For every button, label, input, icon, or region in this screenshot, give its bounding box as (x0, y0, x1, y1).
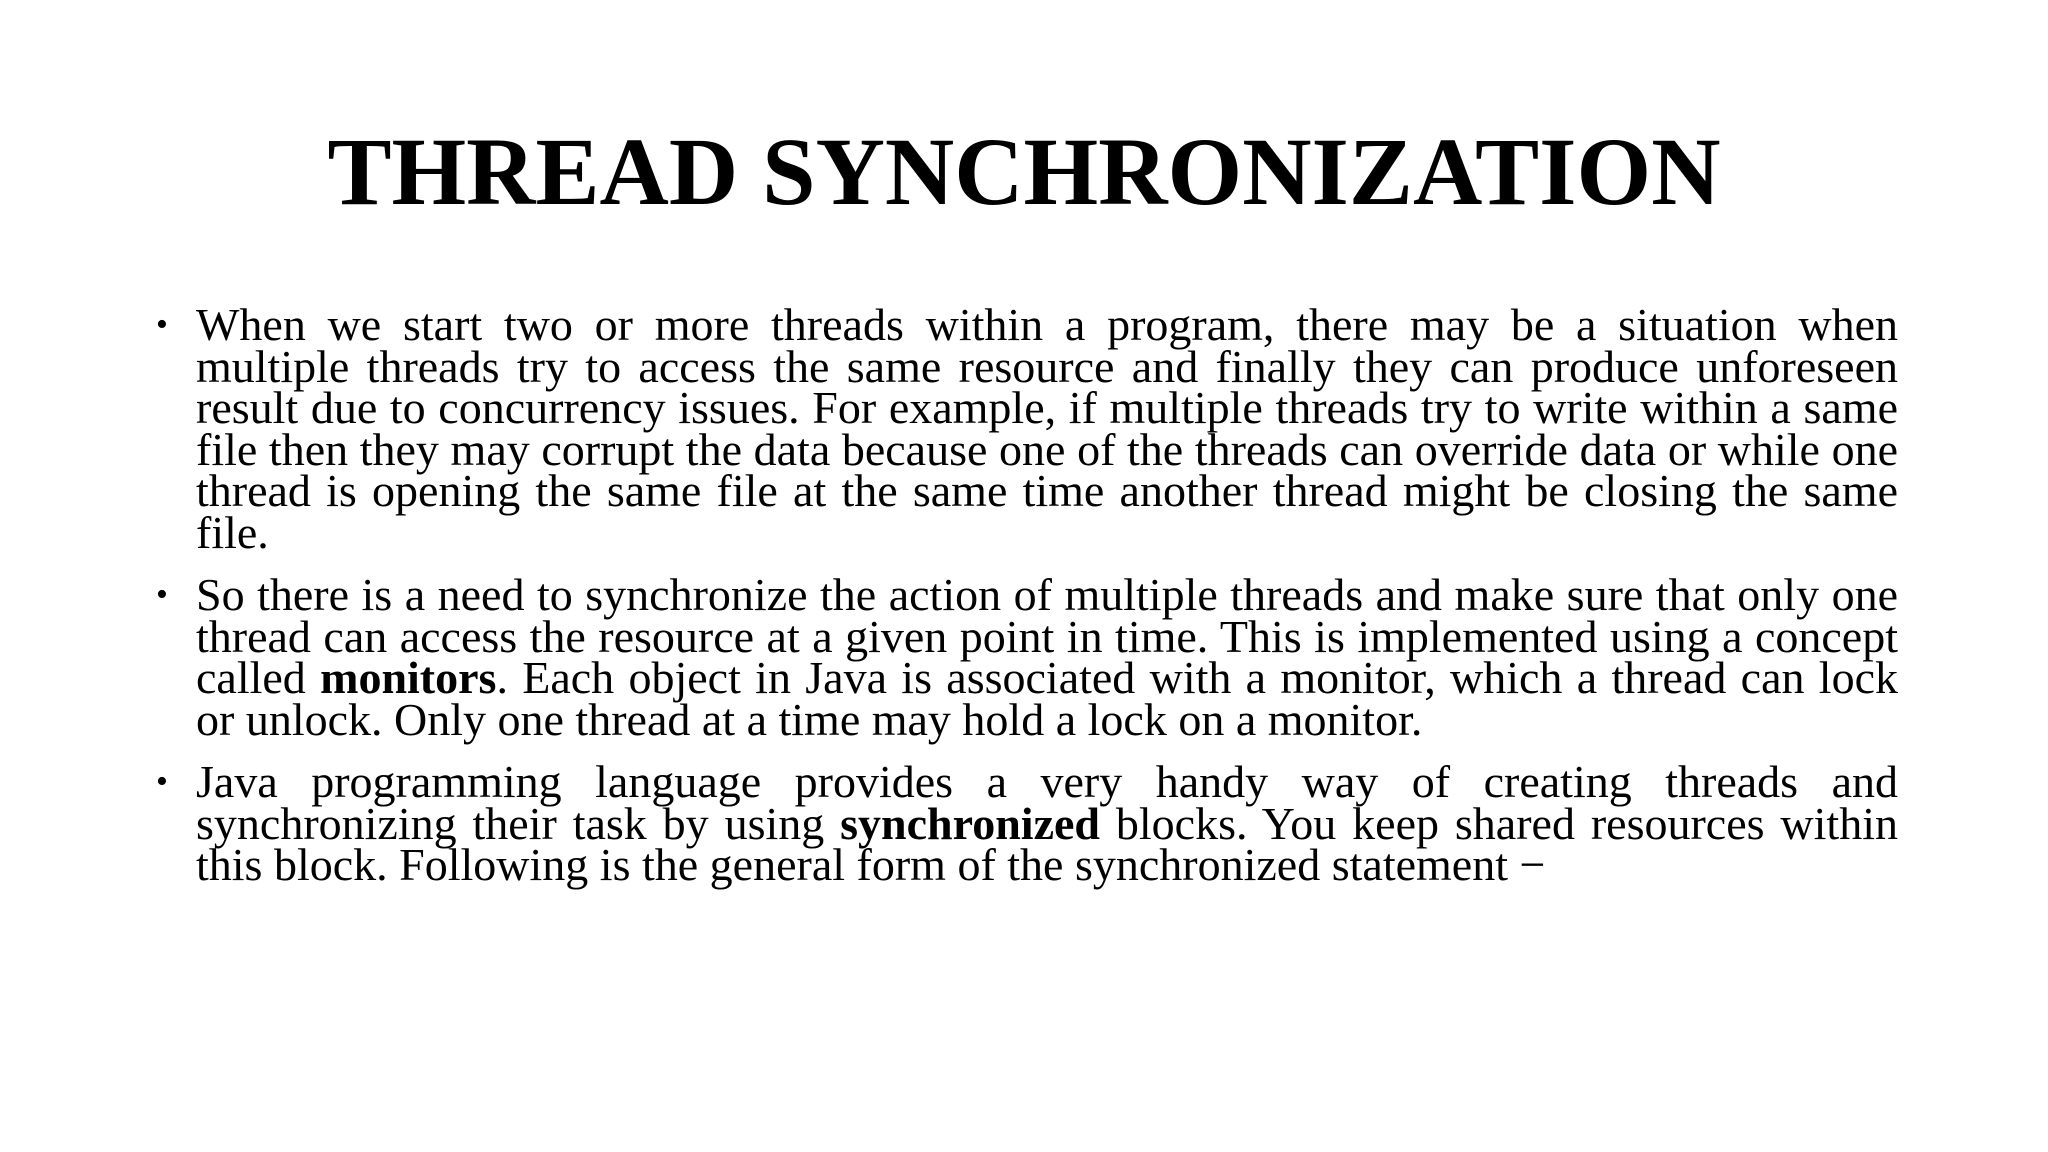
bullet-text: . Each object in Java is associated with a monitor, which a thread can lock or unlock. Only one thread at a time may hold a lock on a monitor. (196, 652, 1899, 745)
bullet-item-3 (156, 756, 1898, 890)
bullet-text: When we start two or more threads within a program, there may be a situation when multiple threads try to access the same resource and finally they can produce unforeseen result due to concurrency issues. For example, if multiple threads try to write within a same file then they may corrupt the data because one of the threads can override data or while one thread is opening the same file at the same time another thread might be closing the same file. (196, 299, 1898, 558)
bullet-marker: • (156, 306, 168, 343)
bold-term-monitors: monitors (320, 652, 497, 703)
bullet-list (156, 299, 1899, 907)
bullet-marker: • (156, 763, 168, 800)
bullet-item-2 (156, 569, 1899, 745)
bullet-marker: • (156, 576, 168, 613)
slide-title: THREAD SYNCHRONIZATION (327, 118, 1721, 225)
bullet-text: Java programming language provides a very handy way of creating threads and synchronizing their task by using (196, 756, 1898, 849)
bold-term-synchronized: synchronized (840, 797, 1100, 849)
bullet-text: blocks. You keep shared resources within this block. Following is the general form of the synchronized statement − (196, 797, 1898, 890)
bullet-item-1 (156, 299, 1898, 558)
bullet-text: So there is a need to synchronize the action of multiple threads and make sure that only one thread can access the resource at a given point in time. This is implemented using a concept called (196, 569, 1898, 703)
